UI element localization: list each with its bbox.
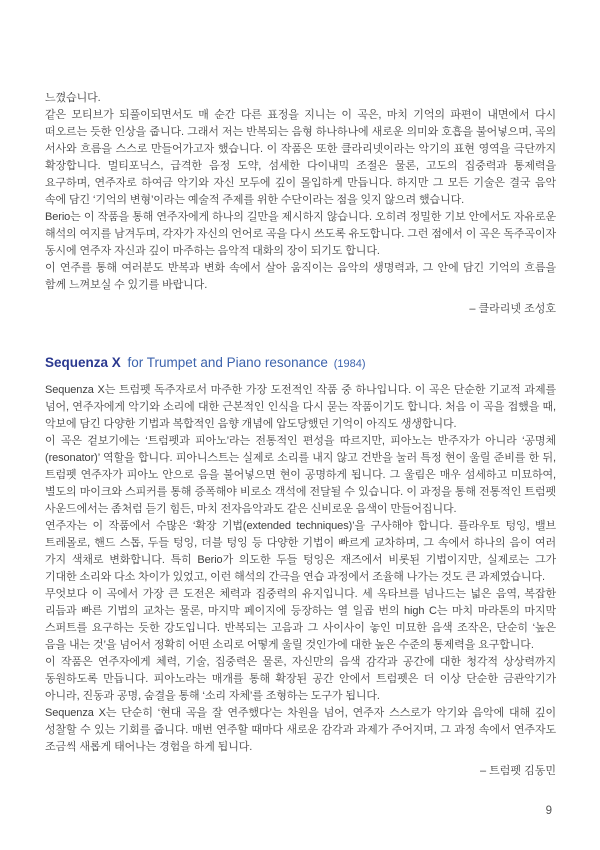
- paragraph: Sequenza X는 단순히 ‘현대 곡을 잘 연주했다’는 차원을 넘어, 연주자 스스로가 악기와 음악에 대해 깊이 성찰할 수 있는 기회를 줍니다. 매번 연주할 때마다 새로운 감각과 과제가 주어지며, 그 과정 속에서 연주자도 조금씩 새롭게 태어나는 경험을 하게 됩니다.: [45, 707, 556, 753]
- piece-heading: [45, 354, 556, 373]
- piece-title: Sequenza X: [45, 355, 121, 370]
- paragraph: 느꼈습니다.: [45, 92, 101, 104]
- paragraph: 이 작품은 연주자에게 체력, 기술, 집중력은 물론, 자신만의 음색 감각과 공간에 대한 청각적 상상력까지 동원하도록 만듭니다. 피아노라는 매개를 통해 확장된 공간 안에서 트럼펫은 더 이상 단순한 금관악기가 아니라, 진동과 공명, 숨결을 통해 ‘소리 자체’를 조형하는 도구가 됩니다.: [45, 656, 556, 702]
- signature-trumpet: – 트럼펫 김동민: [480, 765, 556, 777]
- paragraph: 이 곡은 겉보기에는 ‘트럼펫과 피아노’라는 전통적인 편성을 따르지만, 피아노는 반주자가 아니라 ‘공명체(resonator)’ 역할을 합니다. 피아니스트는 실제로 소리를 내지 않고 건반을 눌러 특정 현이 울릴 준비를 한 뒤, 트럼펫 연주자가 피아노 안으로 음을 불어넣으면 현이 공명하게 됩니다. 그 울림은 매우 섬세하고 미묘하여, 별도의 마이크와 스피커를 통해 증폭해야 비로소 객석에 전달될 수 있습니다. 이 과정을 통해 전통적인 트럼펫 사운드에서는 좀처럼 듣기 힘든, 마치 전자음악과도 같은 신비로운 음색이 만들어집니다.: [45, 435, 556, 515]
- sequenza-section: [45, 354, 556, 780]
- piece-subtitle: for Trumpet and Piano resonance: [127, 355, 328, 370]
- paragraph: 이 연주를 통해 여러분도 반복과 변화 속에서 살아 움직이는 음악의 생명력과, 그 안에 담긴 기억의 흐름을 함께 느껴보실 수 있기를 바랍니다.: [45, 262, 556, 291]
- page-content: [45, 90, 556, 780]
- paragraph: Sequenza X는 트럼펫 독주자로서 마주한 가장 도전적인 작품 중 하나입니다. 이 곡은 단순한 기교적 과제를 넘어, 연주자에게 악기와 소리에 대한 근본적인 인식을 다시 묻는 작품이기도 합니다. 처음 이 곡을 접했을 때, 악보에 담긴 다양한 기법과 복합적인 음향 개념에 압도당했던 기억이 아직도 생생합니다.: [45, 384, 556, 430]
- signature-clarinet: – 클라리넷 조성호: [469, 303, 556, 315]
- paragraph: 무엇보다 이 곡에서 가장 큰 도전은 체력과 집중력의 유지입니다. 세 옥타브를 넘나드는 넓은 음역, 복잡한 리듬과 빠른 기법의 교차는 물론, 마지막 페이지에 등장하는 열 일곱 번의 high C는 마치 마라톤의 마지막 스퍼트를 요구하는 듯한 강도입니다. 반복되는 고음과 그 사이사이 놓인 미묘한 음색 조작은, 단순히 ‘높은 음을 내는 것’을 넘어서 정확히 어떤 소리로 어떻게 울릴 것인가에 대한 높은 수준의 통제력을 요구합니다.: [45, 588, 556, 651]
- paragraph: 연주자는 이 작품에서 수많은 ‘확장 기법(extended techniques)’을 구사해야 합니다. 플라우토 텅잉, 밸브 트레몰로, 핸드 스톱, 두들 텅잉, 더블 텅잉 등 다양한 기법이 빠르게 교차하며, 그 속에서 하나의 음이 여러 가지 색채로 변화합니다. 특히 Berio가 의도한 두들 텅잉은 재즈에서 비롯된 기법이지만, 실제로는 그가 기대한 소리와 다소 차이가 있었고, 이런 해석의 간극을 연습 과정에서 조율해 나가는 것도 큰 과제였습니다.: [45, 520, 556, 583]
- paragraph: Berio는 이 작품을 통해 연주자에게 하나의 길만을 제시하지 않습니다. 오히려 정밀한 기보 안에서도 자유로운 해석의 여지를 남겨두며, 각자가 자신의 언어로 곡을 다시 쓰도록 유도합니다. 그런 점에서 이 곡은 독주곡이자 동시에 연주자 자신과 깊이 마주하는 음악적 대화의 장이 되기도 합니다.: [45, 211, 556, 257]
- paragraph: 같은 모티브가 되풀이되면서도 매 순간 다른 표정을 지니는 이 곡은, 마치 기억의 파편이 내면에서 다시 떠오르는 듯한 인상을 줍니다. 그래서 저는 반복되는 음형 하나하나에 새로운 의미와 호흡을 불어넣으며, 곡의 서사와 흐름을 스스로 만들어가고자 했습니다. 이 작품은 또한 클라리넷이라는 악기의 표현 영역을 극단까지 확장합니다. 멀티포닉스, 급격한 음정 도약, 섬세한 다이내믹 조절은 물론, 고도의 집중력과 통제력을 요구하며, 연주자로 하여금 악기와 자신 모두에 깊이 몰입하게 만듭니다. 하지만 그 모든 기술은 결국 음악 속에 담긴 ‘기억의 변형’이라는 예술적 주제를 위한 수단이라는 점을 잊지 않으려 했습니다.: [45, 109, 556, 206]
- page-number: 9: [545, 805, 552, 817]
- piece-year: (1984): [333, 358, 366, 370]
- clarinet-note-section: [45, 90, 556, 318]
